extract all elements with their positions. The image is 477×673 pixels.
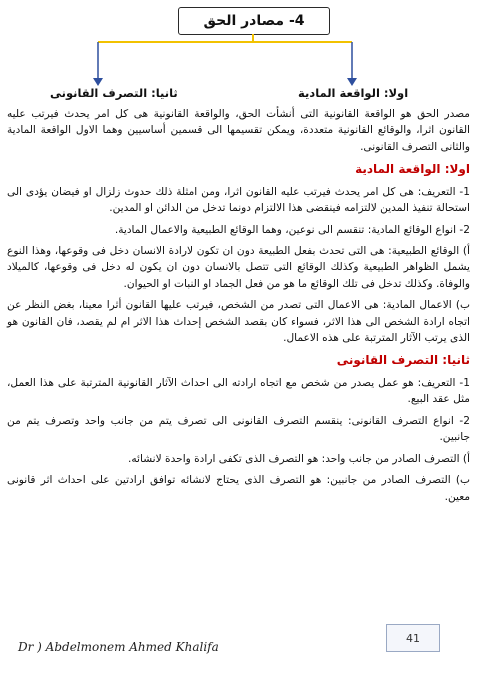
bilateral-act-paragraph: ب) التصرف الصادر من جانبين: هو التصرف الذى يحتاج لانشائه توافق ارادتين على احداث اثر قانونى معين. — [7, 474, 470, 503]
page-number: 41 — [386, 624, 440, 652]
material-fact-types: 2- انواع الوقائع المادية: تنقسم الى نوعين، وهما الوقائع الطبيعية والاعمال المادية. — [114, 223, 470, 236]
unilateral-act-paragraph: أ) التصرف الصادر من جانب واحد: هو التصرف الذى تكفى ارادة واحدة لانشائه. — [128, 452, 470, 465]
section-heading-legal-act: ثانيا: التصرف القانونى — [336, 353, 470, 368]
page-title: 4- مصادر الحق — [178, 7, 330, 35]
intro-paragraph: مصدر الحق هو الواقعة القانونية التى أنشأت الحق، والواقعة القانونية هى كل امر يحدث فيرتب عليه القانون اثرا، والوقائع القانونية متعددة، ويمكن تقسيمها الى قسمين أساسيين وهما الاول الواقعة المادية والثانى التصرف القانونى. — [7, 108, 470, 153]
author-signature: Dr ) Abdelmonem Ahmed Khalifa — [18, 640, 219, 654]
natural-facts-paragraph: أ) الوقائع الطبيعية: هى التى تحدث بفعل الطبيعة دون ان تكون لارادة الانسان دخل فى وقوعها، وهذا النوع يشمل الظواهر الطبيعية وكذلك الوقائع التى تتصل بالانسان دون ان يكون له دخل فى وقوعها، كالميلاد والوفاة. وكذلك تدخل فى تلك الوقائع ما هو من فعل الجماد او النبات او الحيوان. — [7, 245, 470, 290]
material-fact-definition: 1- التعريف: هى كل امر يحدث فيرتب عليه القانون اثرا، ومن امثلة ذلك حدوث زلزال او فيضان يؤدى الى استحالة تنفيذ المدين لالتزامه فينقضى هذا الالتزام دونما تدخل من الدائن او المدين. — [7, 185, 470, 215]
document-body — [7, 106, 470, 510]
material-acts-paragraph: ب) الاعمال المادية: هى الاعمال التى تصدر من الشخص، فيرتب عليها القانون أثرا معينا، بغض النظر عن اتجاه ارادة الشخص الى هذا الاثر، فسواء كان بقصد الشخص إحداث هذا الاثر ام لم يقصد، فان القانون هو الذى يرتب الآثار المترتبة على هذه الاعمال. — [7, 299, 470, 345]
section-heading-material-fact: اولا: الواقعة المادية — [355, 162, 470, 177]
legal-act-types: 2- انواع التصرف القانونى: ينقسم التصرف القانونى الى تصرف يتم من جانب واحد وتصرف يتم من جانبين. — [7, 414, 470, 444]
branch-legal-act: ثانيا: التصرف القانونى — [50, 86, 178, 100]
legal-act-definition: 1- التعريف: هو عمل يصدر من شخص مع اتجاه ارادته الى احداث الآثار القانونية المترتبة على هذا العمل، مثل عقد البيع. — [7, 377, 470, 406]
branch-material-fact: اولا: الواقعة المادية — [298, 86, 409, 100]
